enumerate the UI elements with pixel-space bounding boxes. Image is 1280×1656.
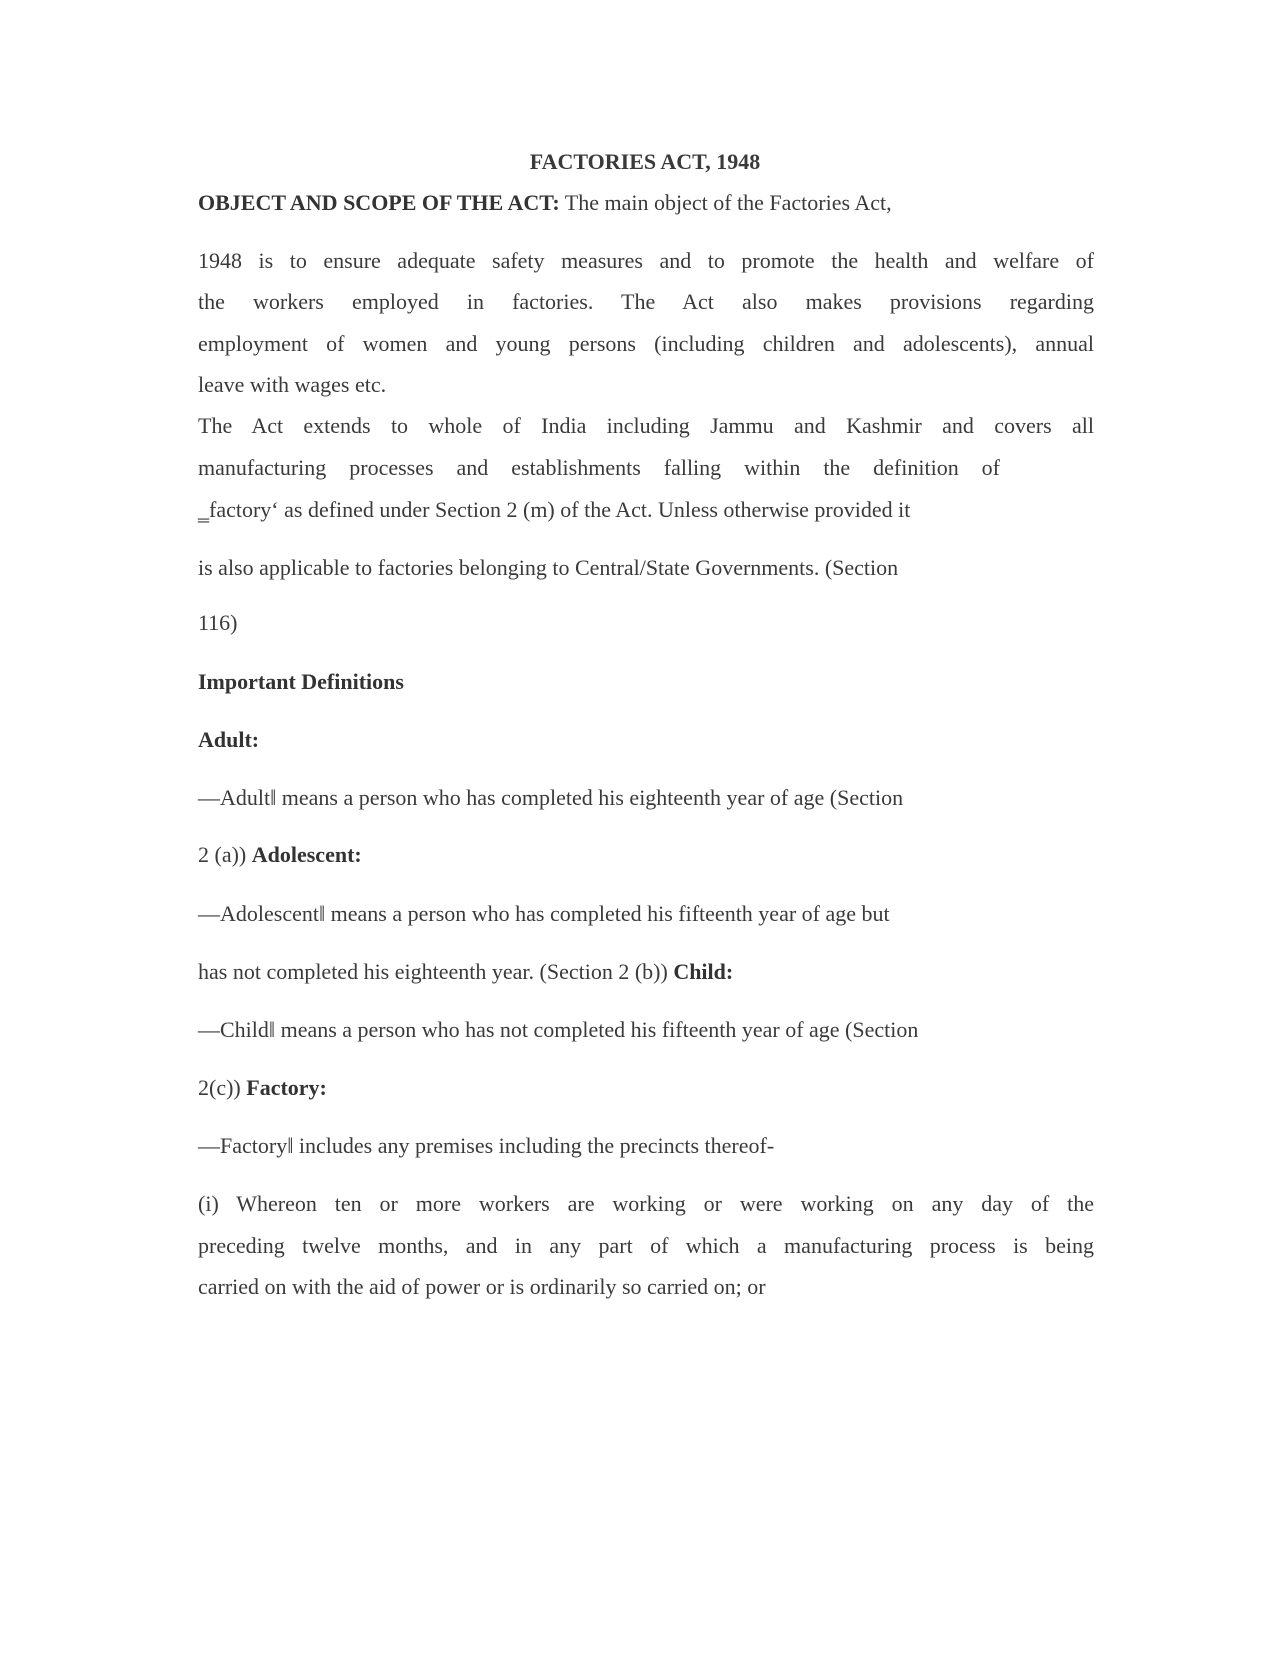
child-definition: ―Child‖ means a person who has not completed his fifteenth year of age (Section [198,1017,919,1042]
adult-reference: 2 (a)) [198,842,252,867]
para2-line-3: ‗factory‘ as defined under Section 2 (m) of the Act. Unless otherwise provided it [198,497,911,522]
adolescent-heading: Adolescent: [251,842,362,867]
child-reference: 2(c)) [198,1075,247,1100]
para1-line-4: leave with wages etc. [198,372,387,397]
intro-line [198,192,892,214]
clause-i-line-3: carried on with the aid of power or is ordinarily so carried on; or [198,1274,766,1299]
adult-definition: ―Adult‖ means a person who has completed his eighteenth year of age (Section [198,785,904,810]
definitions-heading [198,671,404,693]
document-title: FACTORIES ACT, 1948 [529,149,761,174]
adult-heading-text: Adult: [198,727,260,752]
para1-line-3: employment of women and young persons (including children and adolescents), annual [198,331,1094,356]
adolescent-definition: ―Adolescent‖ means a person who has completed his fifteenth year of age but [198,901,890,926]
adolescent-definition-2 [198,961,733,983]
clause-i-line-2: preceding twelve months, and in any part of which a manufacturing process is being [198,1233,1094,1258]
intro-text: The main object of the Factories Act, [559,190,892,215]
child-reference-line [198,1077,327,1099]
child-heading: Child: [673,959,734,984]
para2-line-1: The Act extends to whole of India including Jammu and Kashmir and covers all [198,413,1094,438]
para3-end: 116) [198,610,238,635]
adolescent-definition-2-text: has not completed his eighteenth year. (Section 2 (b)) [198,959,674,984]
factory-heading: Factory: [246,1075,327,1100]
intro-heading: OBJECT AND SCOPE OF THE ACT: [198,190,560,215]
para3-line: is also applicable to factories belonging to Central/State Governments. (Section [198,555,899,580]
adult-reference-line [198,844,362,866]
clause-i-line-1: (i) Whereon ten or more workers are working or were working on any day of the [198,1191,1094,1216]
definitions-heading-text: Important Definitions [198,669,404,694]
para1-line-1: 1948 is to ensure adequate safety measures and to promote the health and welfare of [198,248,1094,273]
factory-definition: ―Factory‖ includes any premises including the precincts thereof- [198,1133,775,1158]
para2-line-2: manufacturing processes and establishments falling within the definition of [198,455,1000,480]
adult-heading [198,729,259,751]
para1-line-2: the workers employed in factories. The Act also makes provisions regarding [198,289,1094,314]
